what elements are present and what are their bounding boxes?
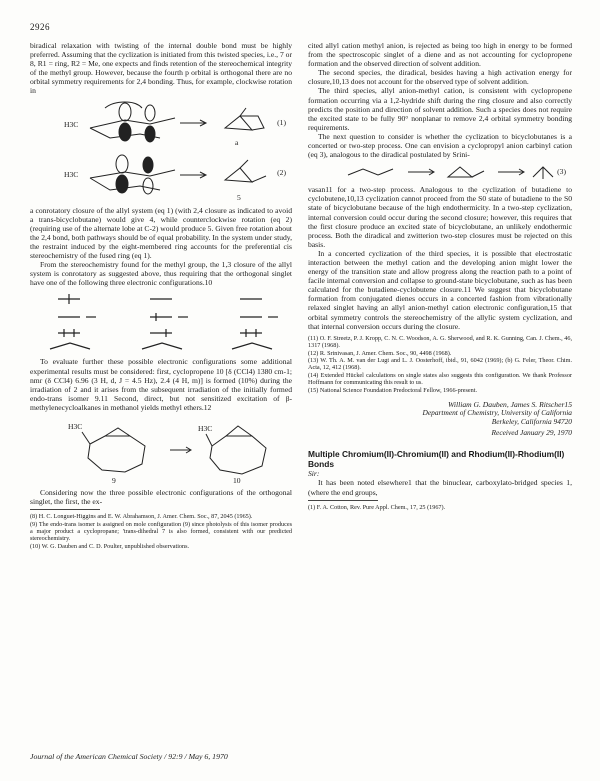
equation-2-figure: [30, 150, 292, 204]
footnote: (13) W. Th. A. M. van der Lugt and L. J. Oosterhoff, ibid., 91, 6042 (1969); (b) G. Feler, Theor. Chim. Acta, 12, 412 (1968).: [308, 356, 572, 372]
molecules-9-10-figure: [30, 414, 292, 486]
configuration-diagram: [30, 289, 292, 355]
footnote: (1) F. A. Cotton, Rev. Pure Appl. Chem., 17, 25 (1967).: [308, 503, 446, 511]
right-column: [308, 41, 572, 511]
methyl-label: H3C: [64, 119, 79, 129]
footnote: (14) Extended Hückel calculations on single states also suggests this configuration. We thank Professor Hoffmann for communicating this result to us.: [308, 371, 572, 387]
author-names: William G. Dauben, James S. Ritscher15: [447, 399, 572, 409]
molecule-label: a: [235, 137, 239, 147]
equation-number: (2): [277, 167, 286, 177]
cyclization-scheme: [308, 161, 572, 183]
footnote: (11) O. F. Streetz, P. J. Kropp, C. N. C. Woodson, A. G. Sherwood, and R. K. Gunning, Can. J. Chem., 46, 1317 (1968).: [308, 334, 572, 350]
equation-3-figure: [308, 161, 572, 183]
paragraph: In a concerted cyclization of the third species, it is possible that electrostatic interaction between the methyl cation and the developing anion might lower the energy of the transition state and allow progress along the reaction path to a point of facile internal conversion and collapse to ground-state bicyclobutane, such as has been calculated for the butadiene-cyclobutene closure.11 We suggest that bicyclobutane formation from conjugated dienes occurs in a concerted fashion from vibrationally relaxed singlet having an allyl anion-methyl cation electronic configuration,15 that orbital symmetry controls the stereochemistry of the allylic system cyclization, and that internal conversion occurs during the closure.: [308, 248, 572, 331]
footnote-rule: [30, 509, 100, 510]
paragraph: cited allyl cation methyl anion, is rejected as being too high in energy to be formed from the spectroscopic singlet of a diene and as not accounting for cyclopropene formation and the observed direction of solvent addition.: [308, 41, 572, 69]
footnote: (9) The endo-trans isomer is assigned on mole configuration (9) since photolysis of this isomer produces a major product a cyclopropane; 'trans-dihedral 7 is also formed, consistent with our predicted stereochemistry.: [30, 520, 292, 543]
salutation: Sir:: [308, 469, 320, 479]
left-column: [30, 41, 292, 550]
paragraph: Considering now the three possible electronic configurations of the orthogonal singlet, the first, the ex-: [30, 487, 292, 507]
equation-1-figure: [30, 98, 292, 148]
paragraph: From the stereochemistry found for the methyl group, the 1,3 closure of the allyl system is conrotatory as suggested above, thus requiring that the orthogonal singlet have one of the following three electronic configurations.10: [30, 260, 292, 288]
footnote: (12) R. Srinivasan, J. Amer. Chem. Soc., 90, 4498 (1968).: [308, 349, 452, 357]
paragraph: The second species, the diradical, besides having a high activation energy for closure,10,13 does not account for the observed type of solvent addition.: [308, 68, 572, 87]
footnote: (10) W. G. Dauben and C. D. Poulter, unpublished observations.: [30, 542, 190, 550]
footnote: (8) H. C. Longuet-Higgins and E. W. Abrahamson, J. Amer. Chem. Soc., 87, 2045 (1965).: [30, 513, 253, 521]
affiliation-location: Berkeley, California 94720: [491, 416, 572, 426]
electronic-configurations-figure: [30, 289, 292, 355]
paragraph: biradical relaxation with twisting of the internal double bond must be highly preferred. Assuming that the cyclization is initiated from this twisted species, i.e., 7 or 8, R1 = ring, R2 = Me, one expects and finds retention of the stereochemical integrity of the methyl group. However, because the fourth p orbital is orthogonal there are no orbital symmetry requirements for 2,4 bonding. Thus, for example, clockwise rotation in: [30, 41, 292, 96]
paragraph: The next question to consider is whether the cyclization to bicyclobutanes is a concerted or two-step process. One can envision a cyclopropyl anion carbinyl cation (eq 3), analogous to the diradical postulated by Srini-: [308, 131, 572, 160]
affiliation-department: Department of Chemistry, University of California: [422, 408, 572, 418]
paragraph: vasan11 for a two-step process. Analogous to the cyclization of butadiene to cyclobutene,10,13 cyclization cannot proceed from the S0 state of butadiene to the S0 state of bicyclobutane because of the high endothermicity. In a two-step cyclization, internal conversion could occur during the second closure; however, this requires that the first closure produce an excited state of bicyclobutane, an unlikely endothermic process. Both the diradical and zwitterion two-step closures must be rejected on this basis.: [308, 185, 572, 249]
paragraph: a conrotatory closure of the allyl system (eq 1) (with 2,4 closure as indicated to avoid a trans-bicyclobutane) would give 4, while counterclockwise rotation (eq 2) (requiring use of the alternate lobe at C-2) would produce 5. Given free rotation about the 2,4 bond, both pathways should be of equal probability. In the system under study, the restraint induced by the eight-membered ring accounts for the preferential cis stereochemistry of the fused ring (eq 1).: [30, 205, 292, 261]
article-title: Multiple Chromium(II)-Chromium(II) and Rhodium(II)-Rhodium(II) Bonds: [308, 449, 565, 470]
methyl-label: H3C: [198, 423, 213, 433]
equation-number: (1): [277, 117, 286, 127]
footnote-rule: [308, 500, 378, 501]
journal-footer: Journal of the American Chemical Society / 92:9 / May 6, 1970: [30, 752, 228, 761]
footnotes: [308, 335, 572, 394]
paragraph: The third species, allyl anion-methyl cation, is consistent with cyclopropene formation occurring via a 1,2-hydride shift during the ring closure and also correctly predicts the position and direction of solvent addition. Such a species does not require the excited state to be fully 90° nonplanar to remove 2,4 orbital symmetry bonding requirements.: [308, 86, 572, 132]
equation-number: (3): [557, 167, 566, 177]
molecule-label-10: 10: [233, 475, 241, 485]
paragraph: To evaluate further these possible electronic configurations some additional experimental results must be considered: first, cyclopropene 10 [δ (CCl4) 1380 cm-1; nmr (δ CCl4) 6.96 (3 H, d, J = 4.5 Hz), 2.4 (4 H, m)] is formed (10%) during the irradiation of 2 and it arises from the subsequent irradiation of the initially formed endo-trans isomer 9.11 Second, direct, but not sensitized excitation of β-methylenecycloalkanes in methanol yields methyl ethers.12: [30, 357, 292, 412]
received-date: Received January 29, 1970: [491, 428, 572, 438]
molecule-label-9: 9: [112, 475, 116, 485]
molecule-label: 5: [237, 192, 241, 202]
footnote: (15) National Science Foundation Predoctoral Fellow, 1966-present.: [308, 386, 478, 394]
paragraph: It has been noted elsewhere1 that the binuclear, carboxylato-bridged species 1, (where the end groups,: [308, 478, 572, 497]
page-number: 2926: [30, 22, 50, 32]
methyl-label: H3C: [68, 421, 83, 431]
methyl-label: H3C: [64, 169, 79, 179]
